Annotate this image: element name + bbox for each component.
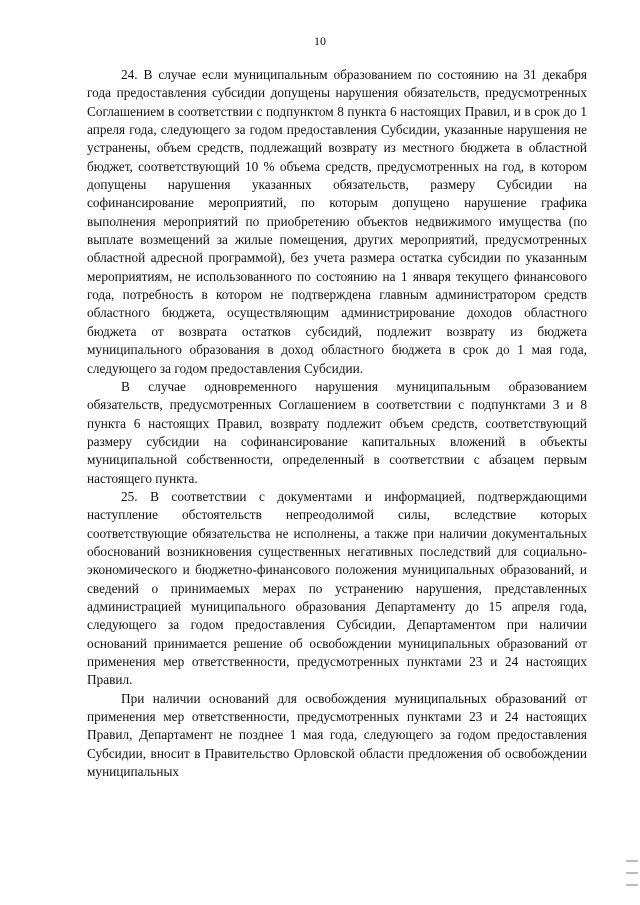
scan-edge-mark xyxy=(626,872,638,874)
scan-edge-mark xyxy=(626,884,638,886)
page-number: 10 xyxy=(314,34,326,48)
paragraph-24: 24. В случае если муниципальным образованием по состоянию на 31 декабря года предоставления субсидии допущены нарушения обязательств, предусмотренных Соглашением в соответствии с подпунктом 8 пункта 6 настоящих Правил, и в срок до 1 апреля года, следующего за годом предоставления Субсидии, указанные нарушения не устранены, объем средств, подлежащий возврату из местного бюджета в областной бюджет, соответствующий 10 % объема средств, предусмотренных на год, в котором допущены нарушения указанных обязательств, размеру Субсидии на софинансирование мероприятий, по которым допущено нарушение графика выполнения мероприятий по приобретению объектов недвижимого имущества (по выплате возмещений за жилые помещения, других мероприятий, предусмотренных областной адресной программой), без учета размера остатка субсидии по указанным мероприятиям, не использованного по состоянию на 1 января текущего финансового года, потребность в котором не подтверждена главным администратором средств областного бюджета, осуществляющим администрирование доходов областного бюджета от возврата остатков субсидий, подлежит возврату из бюджета муниципального образования в доход областного бюджета в срок до 1 мая года, следующего за годом предоставления Субсидии. xyxy=(87,67,587,376)
document-body xyxy=(87,66,587,781)
paragraph-25-part-2: При наличии оснований для освобождения муниципальных образований от применения мер ответственности, предусмотренных пунктами 23 и 24 настоящих Правил, Департамент не позднее 1 мая года, следующего за годом предоставления Субсидии, вносит в Правительство Орловской области предложения об освобождении муниципальных xyxy=(87,690,587,780)
scan-edge-mark xyxy=(626,860,638,862)
paragraph-24-part-2: В случае одновременного нарушения муниципальным образованием обязательств, предусмотренных Соглашением в соответствии с подпунктами 3 и 8 пункта 6 настоящих Правил, возврату подлежит объем средств, соответствующий размеру субсидии на софинансирование капитальных вложений в объекты муниципальной собственности, определенный в соответствии с абзацем первым настоящего пункта. xyxy=(87,378,587,486)
paragraph-25: 25. В соответствии с документами и информацией, подтверждающими наступление обстоятельств непреодолимой силы, вследствие которых соответствующие обязательства не исполнены, а также при наличии документальных обоснований возникновения существенных негативных последствий для социально-экономического и бюджетно-финансового положения муниципальных образований, и сведений о принимаемых мерах по устранению нарушения, представленных администрацией муниципального образования Департаменту до 15 апреля года, следующего за годом предоставления Субсидии, Департаментом при наличии оснований принимается решение об освобождении муниципальных образований от применения мер ответственности, предусмотренных пунктами 23 и 24 настоящих Правил. xyxy=(87,488,587,688)
